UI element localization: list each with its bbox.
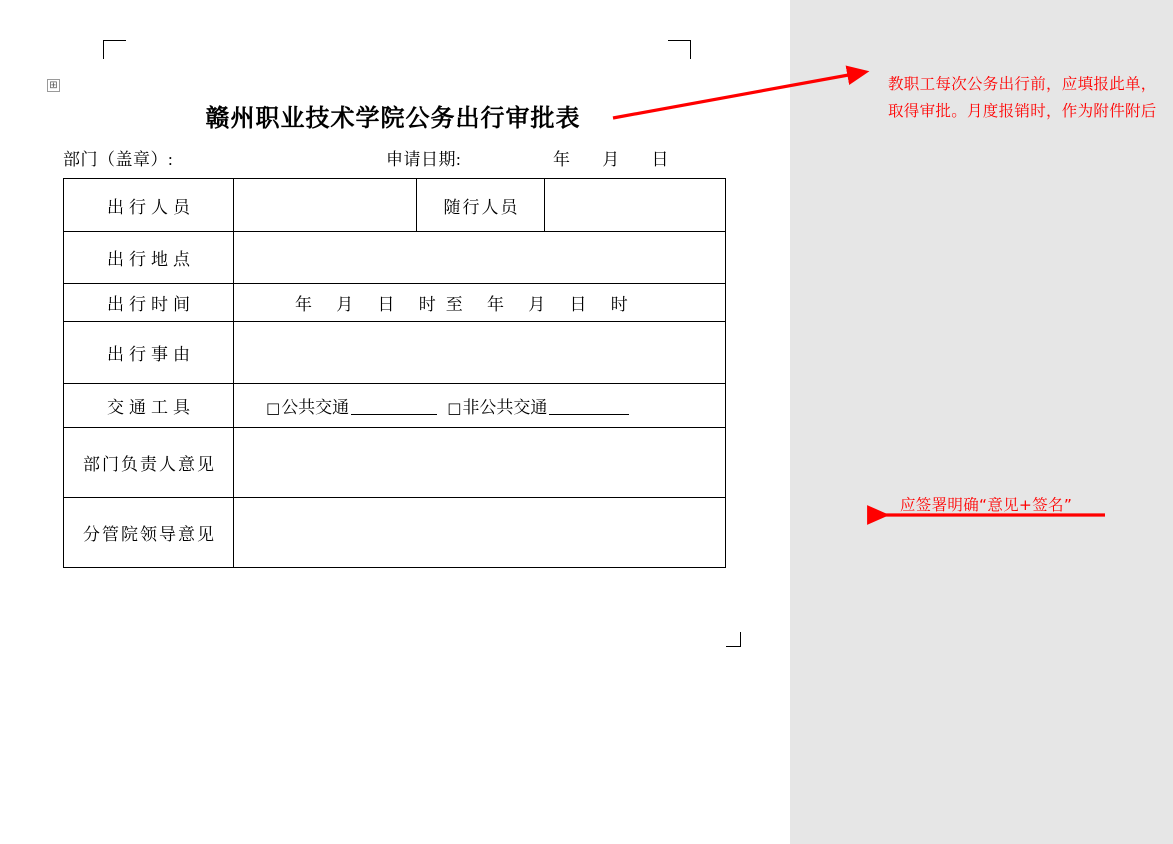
public-transport-blank[interactable] (351, 398, 437, 415)
row-value-transport[interactable] (234, 384, 726, 428)
row-label-transport: 交通工具 (64, 384, 234, 428)
row-label-leader-opinion: 分管院领导意见 (64, 498, 234, 568)
table-row (64, 322, 726, 384)
crop-mark-top-left (103, 40, 126, 59)
row-value-dept-head-opinion[interactable] (234, 428, 726, 498)
row-label-time: 出行时间 (64, 284, 234, 322)
approval-form-table (63, 178, 726, 568)
annotation-top: 教职工每次公务出行前，应填报此单，取得审批。月度报销时，作为附件附后 (888, 75, 1157, 120)
row-label-reason: 出行事由 (64, 322, 234, 384)
label-non-public-transport: 非公共交通 (462, 398, 548, 417)
department-label: 部门（盖章）: (63, 150, 174, 169)
row-value-traveler[interactable] (234, 179, 417, 232)
annotation-signature: 应签署明确“意见+签名” (900, 496, 1073, 514)
checkbox-non-public-transport-icon[interactable]: □ (447, 399, 462, 417)
label-public-transport: 公共交通 (281, 398, 350, 417)
row-label-traveler: 出行人员 (64, 179, 234, 232)
table-row (64, 284, 726, 322)
crop-mark-bottom-right (726, 632, 741, 647)
table-row (64, 232, 726, 284)
row-value-destination[interactable] (234, 232, 726, 284)
row-label-destination: 出行地点 (64, 232, 234, 284)
travel-time-blanks: 年 月 日 时至 年 月 日 时 (295, 295, 638, 314)
table-row (64, 498, 726, 568)
table-row (64, 179, 726, 232)
workspace-background (790, 0, 1173, 844)
table-row (64, 428, 726, 498)
apply-date-blanks: 年 月 日 (553, 150, 683, 169)
row-value-reason[interactable] (234, 322, 726, 384)
row-value-companion[interactable] (545, 179, 726, 232)
non-public-transport-blank[interactable] (549, 398, 629, 415)
row-value-time[interactable] (234, 284, 726, 322)
table-row (64, 384, 726, 428)
crop-mark-top-right (668, 40, 691, 59)
form-subheader (63, 145, 725, 169)
row-value-leader-opinion[interactable] (234, 498, 726, 568)
apply-date-label: 申请日期: (386, 150, 462, 169)
transport-options (240, 393, 719, 418)
page-title: 赣州职业技术学院公务出行审批表 (205, 106, 581, 132)
table-move-handle-icon[interactable]: ⊞ (47, 79, 60, 92)
row-label-companion: 随行人员 (417, 179, 545, 232)
row-label-dept-head-opinion: 部门负责人意见 (64, 428, 234, 498)
checkbox-public-transport-icon[interactable]: □ (266, 399, 281, 417)
